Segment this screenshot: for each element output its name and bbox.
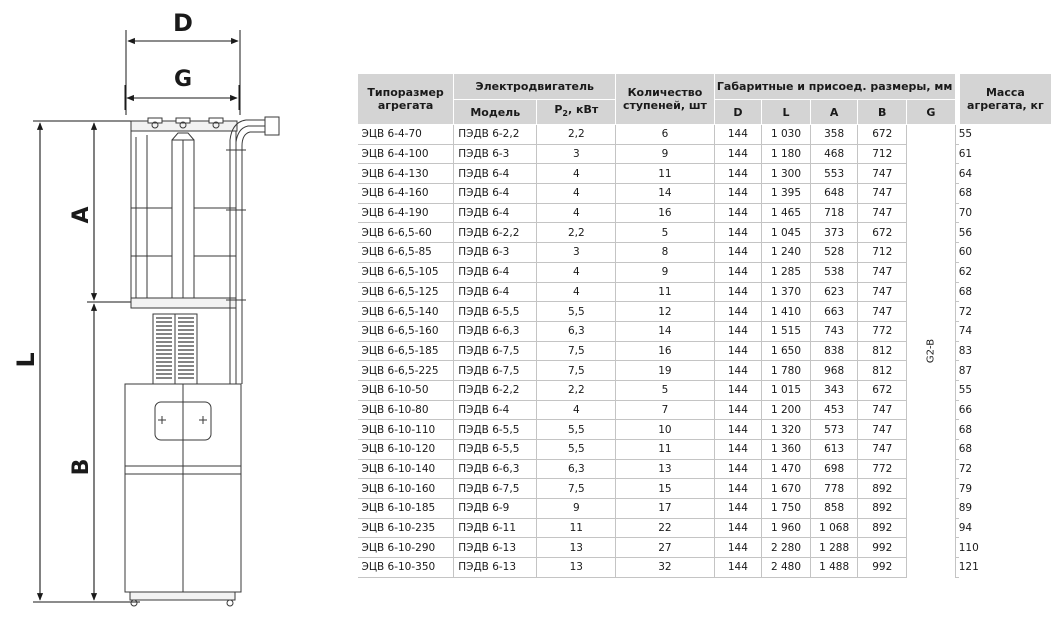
cell-b: 747 <box>858 400 907 420</box>
cell-size: ЭЦВ 6-4-70 <box>358 125 454 145</box>
cell-l: 1 360 <box>762 440 811 460</box>
cell-l: 1 030 <box>762 125 811 145</box>
cell-d: 144 <box>714 499 762 519</box>
cell-l: 1 300 <box>762 164 811 184</box>
cell-size: ЭЦВ 6-6,5-185 <box>358 341 454 361</box>
header-size: Типоразмер агрегата <box>358 74 454 125</box>
cell-d: 144 <box>714 243 762 263</box>
cell-a: 553 <box>810 164 858 184</box>
cell-stages: 5 <box>616 223 714 243</box>
cell-mass: 56 <box>955 223 959 243</box>
cell-mass: 68 <box>955 282 959 302</box>
cell-stages: 14 <box>616 321 714 341</box>
cell-model: ПЭДВ 6-13 <box>454 538 537 558</box>
cell-size: ЭЦВ 6-6,5-160 <box>358 321 454 341</box>
cell-size: ЭЦВ 6-10-80 <box>358 400 454 420</box>
cell-a: 373 <box>810 223 858 243</box>
cell-mass: 83 <box>955 341 959 361</box>
header-mass: Масса агрегата, кг <box>959 74 1051 125</box>
cell-b: 747 <box>858 440 907 460</box>
cell-b: 892 <box>858 499 907 519</box>
cell-a: 468 <box>810 144 858 164</box>
header-model: Модель <box>454 100 537 125</box>
cell-model: ПЭДВ 6-5,5 <box>454 302 537 322</box>
cell-l: 1 240 <box>762 243 811 263</box>
cell-b: 672 <box>858 125 907 145</box>
cell-stages: 27 <box>616 538 714 558</box>
cell-power: 3 <box>537 144 616 164</box>
cell-size: ЭЦВ 6-6,5-125 <box>358 282 454 302</box>
cell-stages: 32 <box>616 558 714 578</box>
cell-power: 4 <box>537 203 616 223</box>
cell-d: 144 <box>714 125 762 145</box>
cell-power: 4 <box>537 400 616 420</box>
cell-d: 144 <box>714 380 762 400</box>
cell-stages: 9 <box>616 262 714 282</box>
cell-mass: 68 <box>955 440 959 460</box>
cell-size: ЭЦВ 6-10-350 <box>358 558 454 578</box>
cell-stages: 15 <box>616 479 714 499</box>
cell-model: ПЭДВ 6-4 <box>454 184 537 204</box>
cell-b: 892 <box>858 518 907 538</box>
cell-b: 812 <box>858 341 907 361</box>
cell-model: ПЭДВ 6-4 <box>454 203 537 223</box>
cell-d: 144 <box>714 459 762 479</box>
header-a: A <box>810 100 858 125</box>
cell-size: ЭЦВ 6-6,5-105 <box>358 262 454 282</box>
cell-stages: 19 <box>616 361 714 381</box>
cell-l: 1 750 <box>762 499 811 519</box>
pump-spec-table <box>357 73 1052 578</box>
cell-model: ПЭДВ 6-4 <box>454 400 537 420</box>
g-value: G2-B <box>925 339 937 364</box>
cell-power: 5,5 <box>537 440 616 460</box>
header-g: G <box>907 100 956 125</box>
cell-a: 838 <box>810 341 858 361</box>
cell-model: ПЭДВ 6-5,5 <box>454 420 537 440</box>
cell-model: ПЭДВ 6-6,3 <box>454 321 537 341</box>
cell-l: 1 960 <box>762 518 811 538</box>
cell-l: 1 470 <box>762 459 811 479</box>
cell-stages: 11 <box>616 440 714 460</box>
cell-l: 1 650 <box>762 341 811 361</box>
cell-b: 772 <box>858 321 907 341</box>
cell-mass: 60 <box>955 243 959 263</box>
cell-l: 1 465 <box>762 203 811 223</box>
cell-d: 144 <box>714 420 762 440</box>
cell-size: ЭЦВ 6-10-140 <box>358 459 454 479</box>
cell-mass: 121 <box>955 558 959 578</box>
cell-d: 144 <box>714 400 762 420</box>
header-stages: Количество ступеней, шт <box>616 74 714 125</box>
cell-b: 747 <box>858 203 907 223</box>
cell-mass: 94 <box>955 518 959 538</box>
cell-l: 1 180 <box>762 144 811 164</box>
cell-mass: 110 <box>955 538 959 558</box>
cell-model: ПЭДВ 6-9 <box>454 499 537 519</box>
dimension-label-l: L <box>12 352 40 368</box>
cell-a: 858 <box>810 499 858 519</box>
cell-stages: 11 <box>616 282 714 302</box>
cell-a: 623 <box>810 282 858 302</box>
cell-stages: 13 <box>616 459 714 479</box>
cell-d: 144 <box>714 538 762 558</box>
cell-power: 6,3 <box>537 459 616 479</box>
header-dims: Габаритные и присоед. размеры, мм <box>714 74 955 100</box>
cell-mass: 72 <box>955 302 959 322</box>
cell-stages: 7 <box>616 400 714 420</box>
cell-size: ЭЦВ 6-10-235 <box>358 518 454 538</box>
cell-b: 992 <box>858 558 907 578</box>
cell-d: 144 <box>714 361 762 381</box>
cell-d: 144 <box>714 341 762 361</box>
cell-l: 1 320 <box>762 420 811 440</box>
cell-b: 747 <box>858 184 907 204</box>
cell-d: 144 <box>714 262 762 282</box>
cell-a: 648 <box>810 184 858 204</box>
cell-model: ПЭДВ 6-2,2 <box>454 223 537 243</box>
cell-d: 144 <box>714 184 762 204</box>
cell-power: 13 <box>537 558 616 578</box>
cell-size: ЭЦВ 6-6,5-225 <box>358 361 454 381</box>
cell-a: 718 <box>810 203 858 223</box>
cell-d: 144 <box>714 164 762 184</box>
cell-l: 2 480 <box>762 558 811 578</box>
cell-a: 573 <box>810 420 858 440</box>
cell-mass: 70 <box>955 203 959 223</box>
cell-b: 747 <box>858 164 907 184</box>
dimension-label-a: A <box>69 206 94 224</box>
cell-l: 1 780 <box>762 361 811 381</box>
cell-stages: 16 <box>616 341 714 361</box>
cell-b: 712 <box>858 144 907 164</box>
cell-l: 1 015 <box>762 380 811 400</box>
cell-stages: 9 <box>616 144 714 164</box>
cell-stages: 22 <box>616 518 714 538</box>
cell-mass: 72 <box>955 459 959 479</box>
cell-b: 992 <box>858 538 907 558</box>
cell-model: ПЭДВ 6-3 <box>454 243 537 263</box>
cell-a: 663 <box>810 302 858 322</box>
cell-power: 7,5 <box>537 341 616 361</box>
cell-d: 144 <box>714 558 762 578</box>
cell-power: 2,2 <box>537 125 616 145</box>
cell-power: 13 <box>537 538 616 558</box>
cell-a: 358 <box>810 125 858 145</box>
cell-mass: 74 <box>955 321 959 341</box>
cell-power: 4 <box>537 282 616 302</box>
cell-model: ПЭДВ 6-3 <box>454 144 537 164</box>
header-b: B <box>858 100 907 125</box>
cell-l: 1 515 <box>762 321 811 341</box>
cell-d: 144 <box>714 302 762 322</box>
cell-l: 1 370 <box>762 282 811 302</box>
cell-stages: 17 <box>616 499 714 519</box>
cell-power: 2,2 <box>537 223 616 243</box>
cell-d: 144 <box>714 518 762 538</box>
header-d: D <box>714 100 762 125</box>
cell-size: ЭЦВ 6-6,5-60 <box>358 223 454 243</box>
header-motor: Электродвигатель <box>454 74 616 100</box>
cell-d: 144 <box>714 144 762 164</box>
cell-b: 812 <box>858 361 907 381</box>
cell-a: 1 288 <box>810 538 858 558</box>
cell-size: ЭЦВ 6-10-120 <box>358 440 454 460</box>
cell-mass: 62 <box>955 262 959 282</box>
cell-stages: 11 <box>616 164 714 184</box>
cell-power: 4 <box>537 262 616 282</box>
cell-size: ЭЦВ 6-6,5-140 <box>358 302 454 322</box>
cell-mass: 87 <box>955 361 959 381</box>
cell-model: ПЭДВ 6-13 <box>454 558 537 578</box>
cell-mass: 68 <box>955 420 959 440</box>
pump-dimension-drawing <box>0 0 350 621</box>
cell-b: 712 <box>858 243 907 263</box>
cell-size: ЭЦВ 6-4-130 <box>358 164 454 184</box>
cell-d: 144 <box>714 223 762 243</box>
cell-model: ПЭДВ 6-7,5 <box>454 341 537 361</box>
cell-model: ПЭДВ 6-7,5 <box>454 479 537 499</box>
cell-b: 892 <box>858 479 907 499</box>
cell-size: ЭЦВ 6-10-110 <box>358 420 454 440</box>
cell-mass: 68 <box>955 184 959 204</box>
cell-power: 5,5 <box>537 302 616 322</box>
cell-stages: 6 <box>616 125 714 145</box>
cell-size: ЭЦВ 6-10-290 <box>358 538 454 558</box>
cell-model: ПЭДВ 6-5,5 <box>454 440 537 460</box>
cell-model: ПЭДВ 6-4 <box>454 282 537 302</box>
cell-model: ПЭДВ 6-2,2 <box>454 380 537 400</box>
cell-mass: 61 <box>955 144 959 164</box>
cell-mass: 64 <box>955 164 959 184</box>
cell-l: 1 200 <box>762 400 811 420</box>
cell-g-merged <box>907 125 956 578</box>
cell-power: 4 <box>537 164 616 184</box>
cell-a: 343 <box>810 380 858 400</box>
cell-b: 747 <box>858 302 907 322</box>
cell-b: 747 <box>858 262 907 282</box>
cell-model: ПЭДВ 6-7,5 <box>454 361 537 381</box>
cell-power: 2,2 <box>537 380 616 400</box>
cell-d: 144 <box>714 203 762 223</box>
cell-d: 144 <box>714 479 762 499</box>
cell-a: 1 488 <box>810 558 858 578</box>
cell-mass: 55 <box>955 380 959 400</box>
header-l: L <box>762 100 811 125</box>
cell-power: 3 <box>537 243 616 263</box>
cell-mass: 89 <box>955 499 959 519</box>
cell-d: 144 <box>714 440 762 460</box>
dimension-label-d: D <box>173 9 193 37</box>
cell-model: ПЭДВ 6-4 <box>454 262 537 282</box>
cell-a: 743 <box>810 321 858 341</box>
cell-stages: 5 <box>616 380 714 400</box>
cell-model: ПЭДВ 6-11 <box>454 518 537 538</box>
cell-a: 453 <box>810 400 858 420</box>
cell-size: ЭЦВ 6-10-160 <box>358 479 454 499</box>
cell-l: 1 045 <box>762 223 811 243</box>
cell-a: 968 <box>810 361 858 381</box>
dimension-label-b: B <box>69 458 94 476</box>
cell-size: ЭЦВ 6-6,5-85 <box>358 243 454 263</box>
header-power: $P_2$, кВт <box>537 100 616 125</box>
cell-stages: 12 <box>616 302 714 322</box>
cell-power: 7,5 <box>537 479 616 499</box>
cell-size: ЭЦВ 6-4-160 <box>358 184 454 204</box>
cell-size: ЭЦВ 6-4-100 <box>358 144 454 164</box>
cell-power: 9 <box>537 499 616 519</box>
cell-d: 144 <box>714 321 762 341</box>
cell-l: 1 285 <box>762 262 811 282</box>
cell-l: 2 280 <box>762 538 811 558</box>
cell-power: 6,3 <box>537 321 616 341</box>
cell-a: 698 <box>810 459 858 479</box>
cell-a: 538 <box>810 262 858 282</box>
cell-power: 11 <box>537 518 616 538</box>
cell-b: 747 <box>858 282 907 302</box>
cell-mass: 55 <box>955 125 959 145</box>
cell-stages: 16 <box>616 203 714 223</box>
cell-l: 1 670 <box>762 479 811 499</box>
cell-stages: 8 <box>616 243 714 263</box>
cell-a: 778 <box>810 479 858 499</box>
cell-power: 5,5 <box>537 420 616 440</box>
cell-power: 7,5 <box>537 361 616 381</box>
cell-stages: 10 <box>616 420 714 440</box>
cell-a: 613 <box>810 440 858 460</box>
cell-a: 1 068 <box>810 518 858 538</box>
cell-b: 772 <box>858 459 907 479</box>
cell-mass: 66 <box>955 400 959 420</box>
cell-a: 528 <box>810 243 858 263</box>
dimension-label-g: G <box>173 67 193 92</box>
cell-mass: 79 <box>955 479 959 499</box>
cell-b: 672 <box>858 380 907 400</box>
cell-b: 672 <box>858 223 907 243</box>
cell-model: ПЭДВ 6-4 <box>454 164 537 184</box>
cell-power: 4 <box>537 184 616 204</box>
cell-size: ЭЦВ 6-10-185 <box>358 499 454 519</box>
cell-b: 747 <box>858 420 907 440</box>
cell-d: 144 <box>714 282 762 302</box>
cell-model: ПЭДВ 6-2,2 <box>454 125 537 145</box>
cell-l: 1 395 <box>762 184 811 204</box>
cell-l: 1 410 <box>762 302 811 322</box>
cell-stages: 14 <box>616 184 714 204</box>
cell-size: ЭЦВ 6-10-50 <box>358 380 454 400</box>
table-row <box>358 125 1052 145</box>
cell-model: ПЭДВ 6-6,3 <box>454 459 537 479</box>
cell-size: ЭЦВ 6-4-190 <box>358 203 454 223</box>
